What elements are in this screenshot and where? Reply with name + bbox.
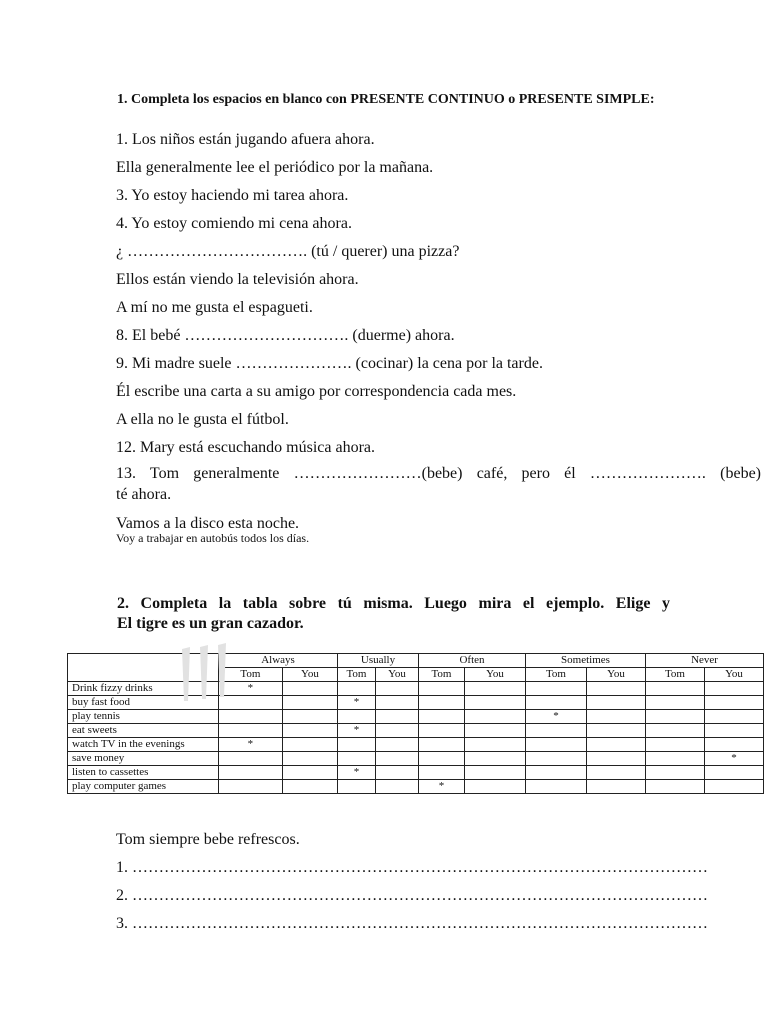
frequency-mark-cell[interactable] [705,738,764,752]
activity-cell: eat sweets [68,724,219,738]
frequency-mark-cell[interactable] [419,752,465,766]
answer-line-2[interactable]: 2. ……………………………………………………………………………………………… [116,887,708,904]
frequency-mark-cell[interactable] [646,682,705,696]
table-header-row [68,654,764,668]
section2-title [117,594,670,634]
frequency-mark-cell[interactable] [219,724,283,738]
frequency-mark-cell[interactable] [338,752,376,766]
frequency-mark-cell[interactable] [282,724,337,738]
activity-cell: play tennis [68,710,219,724]
frequency-mark-cell[interactable] [282,780,337,794]
frequency-mark-cell[interactable] [526,780,587,794]
subheader-tom: Tom [419,668,465,682]
frequency-mark-cell[interactable] [282,766,337,780]
sentence-5: ¿ ……………………………. (tú / querer) una pizza? [116,243,460,260]
section2-title-line1: 2. Completa la tabla sobre tú misma. Luego mira el ejemplo. Elige y [117,595,670,612]
watermark-stripes-icon [180,641,244,705]
frequency-mark-cell[interactable] [338,682,376,696]
frequency-mark-cell[interactable] [526,682,587,696]
frequency-mark-cell[interactable] [376,780,419,794]
header-sometimes: Sometimes [526,654,646,668]
frequency-mark-cell[interactable] [646,738,705,752]
frequency-mark-cell[interactable] [526,752,587,766]
frequency-mark-cell[interactable] [376,710,419,724]
frequency-mark-cell[interactable] [646,752,705,766]
frequency-mark-cell[interactable] [282,710,337,724]
table-row [68,752,764,766]
frequency-mark-cell[interactable] [465,682,526,696]
frequency-mark-cell[interactable] [526,766,587,780]
table-row [68,682,764,696]
sentence-10: Él escribe una carta a su amigo por correspondencia cada mes. [116,383,517,400]
frequency-mark-cell[interactable] [376,682,419,696]
frequency-mark-cell[interactable] [526,738,587,752]
activity-cell: buy fast food [68,696,219,710]
frequency-mark-cell[interactable] [465,752,526,766]
header-usually: Usually [338,654,419,668]
frequency-mark-cell[interactable] [465,738,526,752]
sentence-13-part1: 13. Tom generalmente ……………………(bebe) café, pero él …………………. (bebe) [116,465,761,482]
frequency-table [67,653,764,794]
sentence-7: A mí no me gusta el espagueti. [116,299,313,316]
frequency-mark-cell[interactable] [705,780,764,794]
frequency-mark-cell[interactable] [705,682,764,696]
frequency-mark-cell[interactable] [705,724,764,738]
frequency-mark-cell[interactable]: * [419,780,465,794]
frequency-mark-cell[interactable] [376,738,419,752]
subheader-you: You [705,668,764,682]
frequency-table-wrap [67,653,764,794]
frequency-mark-cell[interactable] [587,696,646,710]
frequency-mark-cell[interactable] [587,766,646,780]
sentence-4: 4. Yo estoy comiendo mi cena ahora. [116,215,352,232]
frequency-mark-cell[interactable] [646,696,705,710]
frequency-mark-cell[interactable] [705,710,764,724]
subheader-tom: Tom [219,668,283,682]
activity-cell: listen to cassettes [68,766,219,780]
frequency-mark-cell[interactable] [705,696,764,710]
table-row [68,710,764,724]
frequency-mark-cell[interactable] [465,766,526,780]
frequency-mark-cell[interactable] [705,766,764,780]
frequency-mark-cell[interactable] [646,780,705,794]
example-section [116,828,766,940]
header-never: Never [646,654,764,668]
frequency-mark-cell[interactable] [219,752,283,766]
activity-cell: watch TV in the evenings [68,738,219,752]
table-row [68,696,764,710]
answer-line-3[interactable]: 3. ……………………………………………………………………………………………… [116,915,708,932]
frequency-mark-cell[interactable]: * [219,738,283,752]
sentence-2: Ella generalmente lee el periódico por la mañana. [116,159,434,176]
answer-line-1[interactable]: 1. ……………………………………………………………………………………………… [116,859,708,876]
sentence-15: Voy a trabajar en autobús todos los días. [116,531,310,545]
sentence-14: Vamos a la disco esta noche. [116,515,300,532]
frequency-mark-cell[interactable] [419,696,465,710]
frequency-mark-cell[interactable] [465,696,526,710]
frequency-mark-cell[interactable] [526,696,587,710]
sentence-12: 12. Mary está escuchando música ahora. [116,439,376,456]
frequency-mark-cell[interactable] [419,766,465,780]
table-body [68,682,764,794]
frequency-mark-cell[interactable] [282,682,337,696]
frequency-mark-cell[interactable] [376,696,419,710]
frequency-mark-cell[interactable] [646,766,705,780]
frequency-mark-cell[interactable] [419,682,465,696]
frequency-mark-cell[interactable] [587,780,646,794]
frequency-mark-cell[interactable] [465,710,526,724]
frequency-mark-cell[interactable] [376,766,419,780]
sentence-9: 9. Mi madre suele …………………. (cocinar) la cena por la tarde. [116,355,543,372]
table-row [68,780,764,794]
activity-cell: save money [68,752,219,766]
section1-sentences [116,128,761,548]
frequency-mark-cell[interactable] [587,724,646,738]
sentence-6: Ellos están viendo la televisión ahora. [116,271,359,288]
frequency-mark-cell[interactable]: * [219,682,283,696]
frequency-mark-cell[interactable] [419,738,465,752]
frequency-mark-cell[interactable] [587,738,646,752]
frequency-mark-cell[interactable] [587,682,646,696]
subheader-you: You [587,668,646,682]
frequency-mark-cell[interactable] [219,780,283,794]
frequency-mark-cell[interactable]: * [705,752,764,766]
subheader-tom: Tom [526,668,587,682]
table-row [68,766,764,780]
frequency-mark-cell[interactable] [219,766,283,780]
header-always: Always [219,654,338,668]
frequency-mark-cell[interactable]: * [338,696,376,710]
subheader-you: You [465,668,526,682]
frequency-mark-cell[interactable] [587,752,646,766]
frequency-mark-cell[interactable]: * [338,766,376,780]
frequency-mark-cell[interactable] [219,710,283,724]
frequency-mark-cell[interactable] [465,724,526,738]
sentence-3: 3. Yo estoy haciendo mi tarea ahora. [116,187,349,204]
activity-cell: Drink fizzy drinks [68,682,219,696]
frequency-mark-cell[interactable] [587,710,646,724]
section1-title: 1. Completa los espacios en blanco con PRESENTE CONTINUO o PRESENTE SIMPLE: [117,92,655,107]
subheader-you: You [376,668,419,682]
sentence-1: 1. Los niños están jugando afuera ahora. [116,131,375,148]
table-subheader-row [68,668,764,682]
frequency-mark-cell[interactable] [646,724,705,738]
frequency-mark-cell[interactable] [465,780,526,794]
activity-cell: play computer games [68,780,219,794]
table-row [68,738,764,752]
frequency-mark-cell[interactable] [282,752,337,766]
frequency-mark-cell[interactable] [419,724,465,738]
frequency-mark-cell[interactable] [376,724,419,738]
frequency-mark-cell[interactable] [338,710,376,724]
frequency-mark-cell[interactable] [526,724,587,738]
sentence-8: 8. El bebé …………………………. (duerme) ahora. [116,327,455,344]
header-often: Often [419,654,526,668]
frequency-mark-cell[interactable] [376,752,419,766]
subheader-tom: Tom [338,668,376,682]
frequency-mark-cell[interactable] [338,738,376,752]
frequency-mark-cell[interactable]: * [338,724,376,738]
frequency-mark-cell[interactable]: * [526,710,587,724]
frequency-mark-cell[interactable] [419,710,465,724]
subheader-tom: Tom [646,668,705,682]
section2-title-line2: El tigre es un gran cazador. [117,615,304,632]
subheader-you: You [282,668,337,682]
frequency-mark-cell[interactable] [646,710,705,724]
sentence-11: A ella no le gusta el fútbol. [116,411,289,428]
frequency-mark-cell[interactable] [338,780,376,794]
frequency-mark-cell[interactable] [282,696,337,710]
example-sentence: Tom siempre bebe refrescos. [116,831,300,848]
table-row [68,724,764,738]
sentence-13-part2: té ahora. [116,486,172,503]
frequency-mark-cell[interactable] [282,738,337,752]
